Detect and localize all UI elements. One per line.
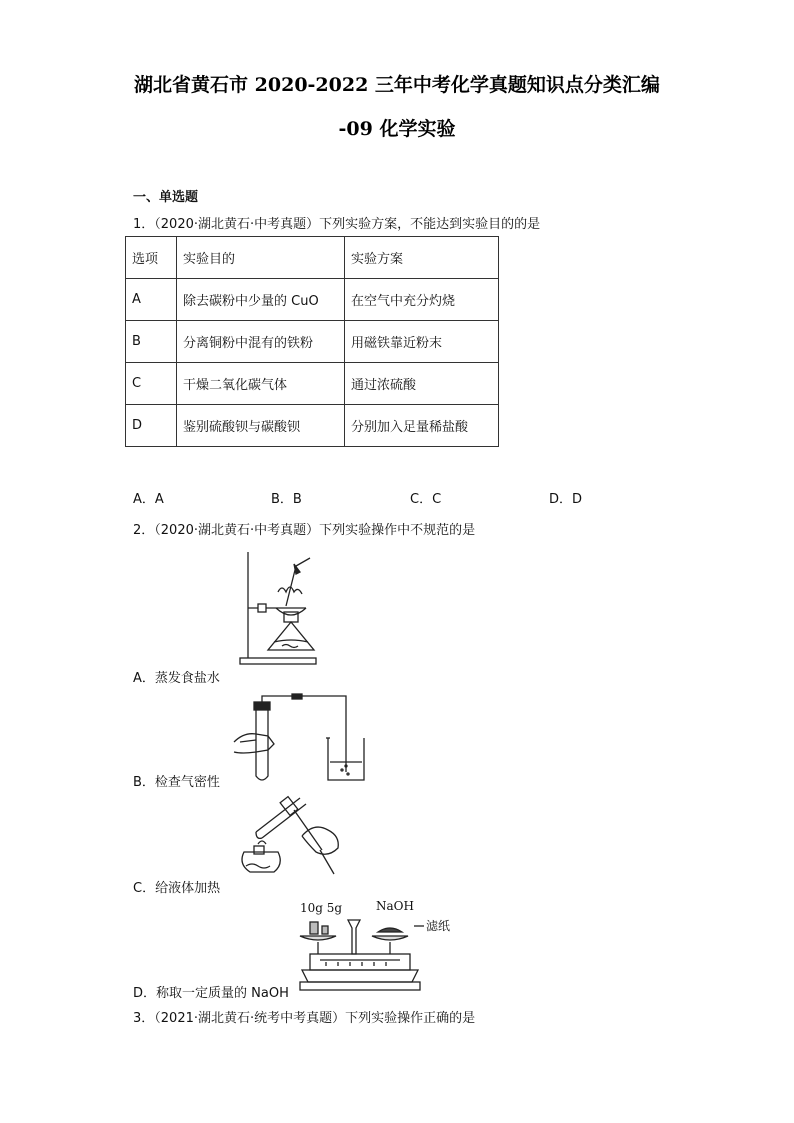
table-row (126, 363, 499, 405)
balance-weighing-figure (296, 898, 466, 994)
question-2-stem: 2．（2020·湖北黄石·中考真题）下列实验操作中不规范的是 (133, 523, 476, 538)
question-2-option-d[interactable]: D．称取一定质量的 NaOH (133, 986, 289, 1001)
table-cell: 通过浓硫酸 (345, 363, 499, 405)
table-cell: B (126, 321, 177, 363)
table-cell: C (126, 363, 177, 405)
evaporation-apparatus-figure (238, 548, 330, 668)
question-1-table (125, 236, 499, 447)
airtightness-check-figure (228, 694, 368, 786)
table-row (126, 321, 499, 363)
table-row (126, 279, 499, 321)
header-cell: 实验方案 (345, 237, 499, 279)
choice-c[interactable]: C．C (410, 492, 442, 507)
filter-paper-label: 滤纸 (426, 919, 451, 933)
table-header-row (126, 237, 499, 279)
choice-b[interactable]: B．B (271, 492, 302, 507)
choice-d[interactable]: D．D (549, 492, 583, 507)
question-2-option-a[interactable]: A．蒸发食盐水 (133, 671, 220, 686)
table-cell: 用磁铁靠近粉末 (345, 321, 499, 363)
naoh-label: NaOH (376, 899, 414, 913)
question-3-stem: 3．（2021·湖北黄石·统考中考真题）下列实验操作正确的是 (133, 1011, 476, 1026)
weights-label: 10g 5g (300, 901, 343, 915)
question-2-option-b[interactable]: B．检查气密性 (133, 775, 220, 790)
table-cell: 干燥二氧化碳气体 (177, 363, 345, 405)
table-row (126, 405, 499, 447)
table-cell: 鉴别硫酸钡与碳酸钡 (177, 405, 345, 447)
table-cell: 除去碳粉中少量的 CuO (177, 279, 345, 321)
table-cell: 分别加入足量稀盐酸 (345, 405, 499, 447)
table-cell: A (126, 279, 177, 321)
document-title-line1: 湖北省黄石市 2020-2022 三年中考化学真题知识点分类汇编 (134, 74, 660, 96)
question-1-stem: 1．（2020·湖北黄石·中考真题）下列实验方案，不能达到实验目的的是 (133, 217, 541, 232)
table-cell: D (126, 405, 177, 447)
table-cell: 分离铜粉中混有的铁粉 (177, 321, 345, 363)
header-cell: 实验目的 (177, 237, 345, 279)
header-cell: 选项 (126, 237, 177, 279)
document-title-line2: -09 化学实验 (338, 118, 456, 140)
choice-a[interactable]: A．A (133, 492, 164, 507)
heating-liquid-figure (228, 792, 352, 888)
table-cell: 在空气中充分灼烧 (345, 279, 499, 321)
question-2-option-c[interactable]: C．给液体加热 (133, 881, 221, 896)
section-heading: 一、单选题 (133, 190, 199, 205)
